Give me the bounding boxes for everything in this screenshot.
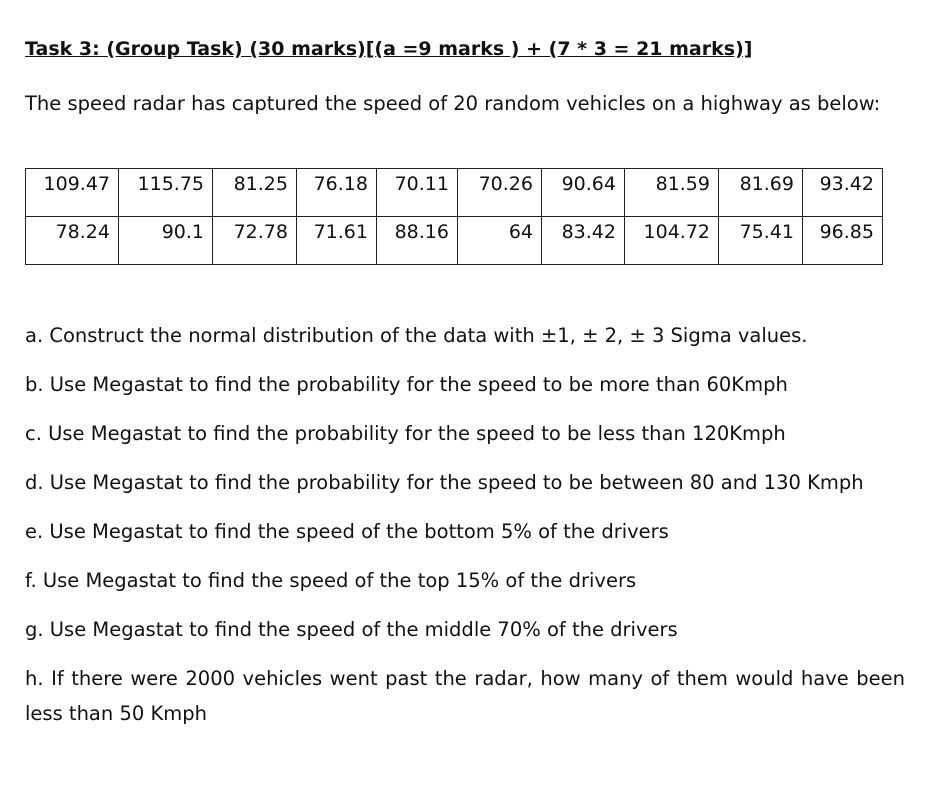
speed-data-table bbox=[25, 168, 883, 265]
table-cell: 90.64 bbox=[542, 169, 625, 217]
question-item: d. Use Megastat to find the probability for the speed to be between 80 and 130 Kmph bbox=[25, 471, 864, 494]
table-cell: 70.26 bbox=[458, 169, 542, 217]
table-cell: 71.61 bbox=[297, 217, 377, 265]
table-cell: 104.72 bbox=[625, 217, 719, 265]
task-title: Task 3: (Group Task) (30 marks)[(a =9 marks ) + (7 * 3 = 21 marks)] bbox=[25, 38, 753, 60]
table-cell: 88.16 bbox=[377, 217, 458, 265]
table-cell: 83.42 bbox=[542, 217, 625, 265]
table-cell: 93.42 bbox=[803, 169, 883, 217]
table-cell: 109.47 bbox=[26, 169, 119, 217]
table-cell: 64 bbox=[458, 217, 542, 265]
table-cell: 96.85 bbox=[803, 217, 883, 265]
question-item: h. If there were 2000 vehicles went past the radar, how many of them would have been less than 50 Kmph bbox=[25, 667, 905, 725]
table-row bbox=[26, 217, 883, 265]
table-cell: 75.41 bbox=[719, 217, 803, 265]
table-row bbox=[26, 169, 883, 217]
question-item: b. Use Megastat to find the probability for the speed to be more than 60Kmph bbox=[25, 373, 788, 396]
intro-paragraph: The speed radar has captured the speed of 20 random vehicles on a highway as below: bbox=[25, 92, 881, 115]
question-list bbox=[25, 318, 905, 745]
question-item: g. Use Megastat to find the speed of the middle 70% of the drivers bbox=[25, 618, 678, 641]
table-cell: 81.25 bbox=[213, 169, 297, 217]
table-cell: 78.24 bbox=[26, 217, 119, 265]
table-cell: 115.75 bbox=[119, 169, 213, 217]
table-cell: 81.69 bbox=[719, 169, 803, 217]
table-cell: 90.1 bbox=[119, 217, 213, 265]
question-item: a. Construct the normal distribution of the data with ±1, ± 2, ± 3 Sigma values. bbox=[25, 324, 808, 347]
table-cell: 72.78 bbox=[213, 217, 297, 265]
table-cell: 76.18 bbox=[297, 169, 377, 217]
table-cell: 81.59 bbox=[625, 169, 719, 217]
question-item: e. Use Megastat to find the speed of the bottom 5% of the drivers bbox=[25, 520, 669, 543]
table-cell: 70.11 bbox=[377, 169, 458, 217]
question-item: f. Use Megastat to find the speed of the top 15% of the drivers bbox=[25, 569, 637, 592]
question-item: c. Use Megastat to find the probability for the speed to be less than 120Kmph bbox=[25, 422, 786, 445]
